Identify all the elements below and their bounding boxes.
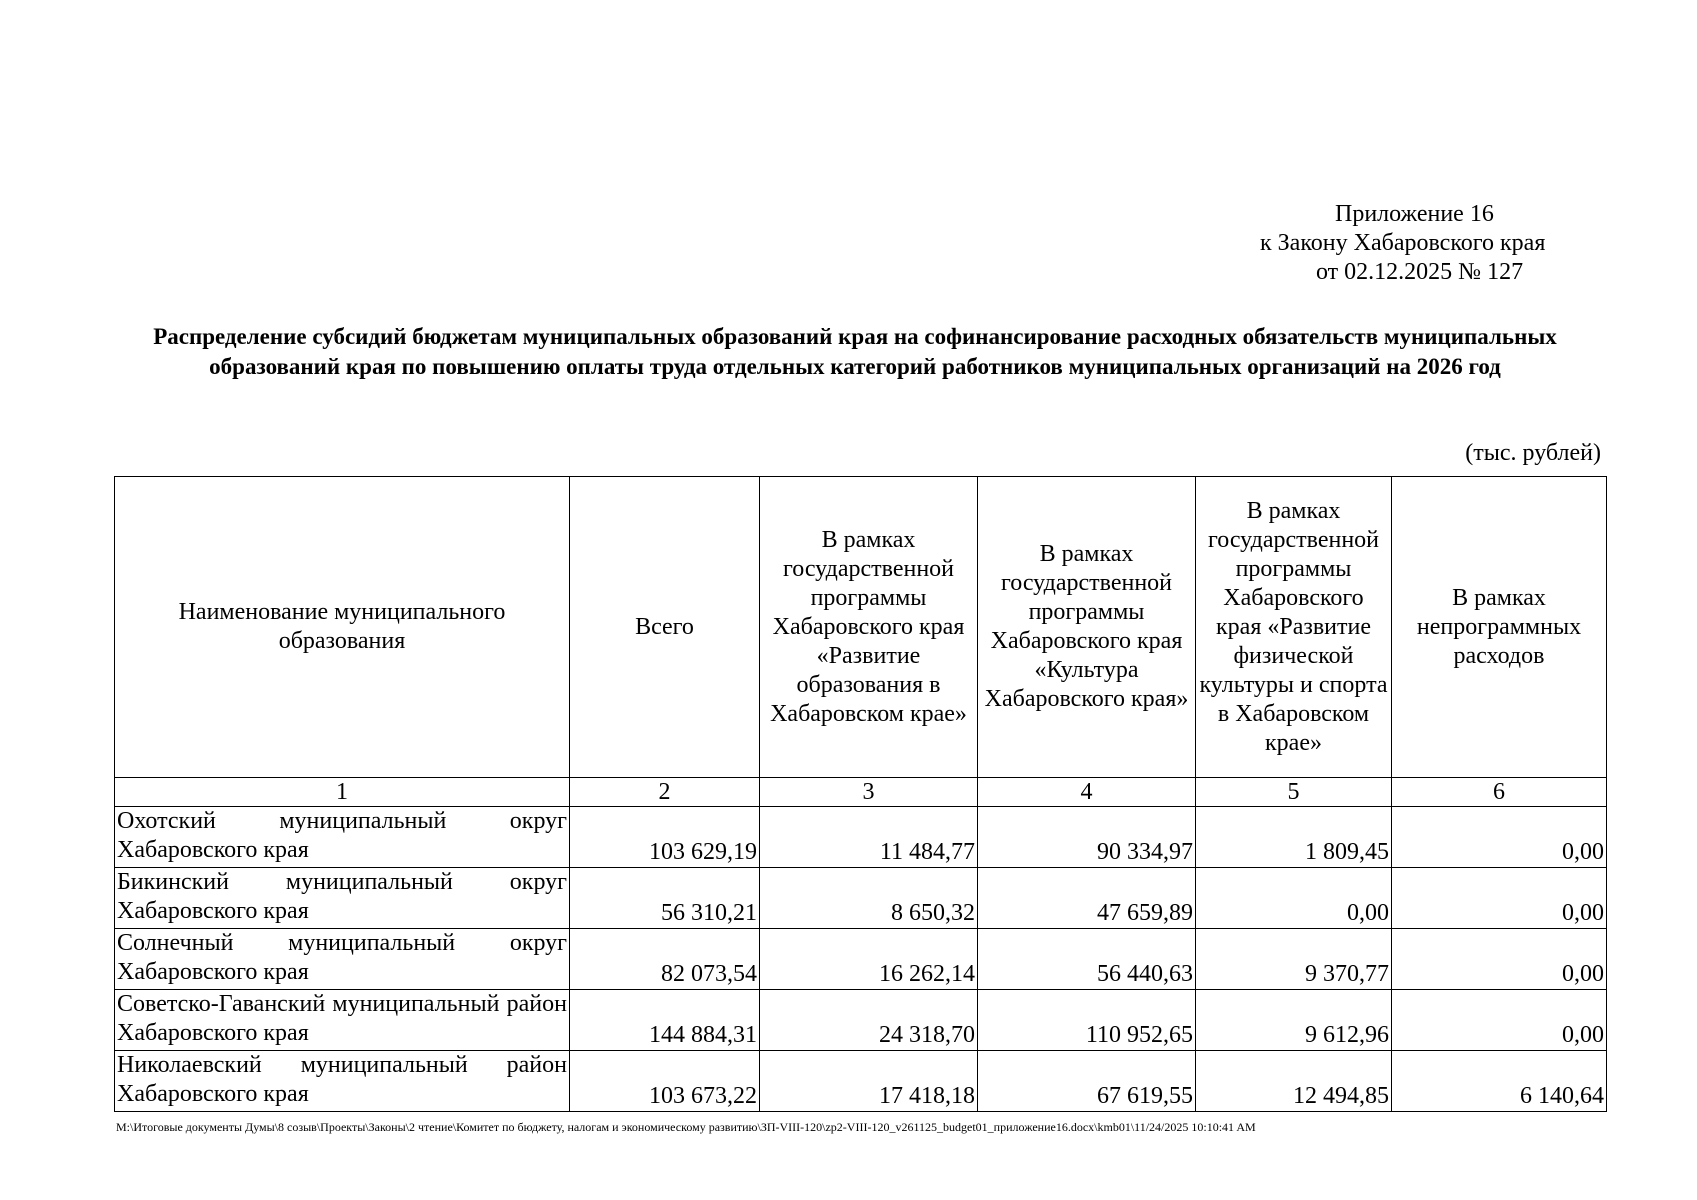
municipality-name: Охотский муниципальный округ Хабаровского края xyxy=(115,807,570,868)
municipality-name: Николаевский муниципальный район Хабаровского края xyxy=(115,1051,570,1112)
total-cell: 144 884,31 xyxy=(570,990,760,1051)
appendix-law: к Закону Хабаровского края xyxy=(1260,230,1546,256)
units-label: (тыс. рублей) xyxy=(1465,440,1601,466)
file-path-footer: M:\Итоговые документы Думы\8 созыв\Проекты\Законы\2 чтение\Комитет по бюджету, налогам и экономическому развитию\ЗП-VIII-120\zp2-VIII-120_v261125_budget01_приложение16.docx\kmb01\11/24/2025 10:10:41 AM xyxy=(116,1120,1256,1134)
culture-cell: 110 952,65 xyxy=(978,990,1196,1051)
table-row xyxy=(115,868,1607,929)
appendix-date: от 02.12.2025 № 127 xyxy=(1316,259,1524,285)
sport-cell: 0,00 xyxy=(1196,868,1392,929)
header-total: Всего xyxy=(570,477,760,778)
header-non-program: В рамках непрограммных расходов xyxy=(1392,477,1607,778)
non-program-cell: 0,00 xyxy=(1392,807,1607,868)
column-number: 2 xyxy=(570,778,760,807)
culture-cell: 56 440,63 xyxy=(978,929,1196,990)
column-number-row xyxy=(115,778,1607,807)
table-header-row xyxy=(115,477,1607,778)
column-number: 3 xyxy=(760,778,978,807)
total-cell: 82 073,54 xyxy=(570,929,760,990)
education-cell: 24 318,70 xyxy=(760,990,978,1051)
table-row xyxy=(115,1051,1607,1112)
document-title: Распределение субсидий бюджетам муниципальных образований края на софинансирование расходных обязательств муниципальных образований края по повышению оплаты труда отдельных категорий работников муниципальных организаций на 2026 год xyxy=(153,324,1557,379)
column-number: 6 xyxy=(1392,778,1607,807)
appendix-number: Приложение 16 xyxy=(1335,201,1494,227)
column-number: 5 xyxy=(1196,778,1392,807)
total-cell: 103 629,19 xyxy=(570,807,760,868)
culture-cell: 90 334,97 xyxy=(978,807,1196,868)
municipality-name: Советско-Гаванский муниципальный район Хабаровского края xyxy=(115,990,570,1051)
table-row xyxy=(115,990,1607,1051)
column-number: 1 xyxy=(115,778,570,807)
header-culture: В рамках государственной программы Хабаровского края «Культура Хабаровского края» xyxy=(978,477,1196,778)
education-cell: 8 650,32 xyxy=(760,868,978,929)
header-education: В рамках государственной программы Хабаровского края «Развитие образования в Хабаровском крае» xyxy=(760,477,978,778)
sport-cell: 1 809,45 xyxy=(1196,807,1392,868)
header-sport: В рамках государственной программы Хабаровского края «Развитие физической культуры и спорта в Хабаровском крае» xyxy=(1196,477,1392,778)
subsidy-table xyxy=(114,476,1607,1112)
total-cell: 103 673,22 xyxy=(570,1051,760,1112)
non-program-cell: 0,00 xyxy=(1392,868,1607,929)
non-program-cell: 6 140,64 xyxy=(1392,1051,1607,1112)
education-cell: 17 418,18 xyxy=(760,1051,978,1112)
municipality-name: Солнечный муниципальный округ Хабаровского края xyxy=(115,929,570,990)
culture-cell: 47 659,89 xyxy=(978,868,1196,929)
culture-cell: 67 619,55 xyxy=(978,1051,1196,1112)
table-row xyxy=(115,807,1607,868)
table-row xyxy=(115,929,1607,990)
sport-cell: 9 612,96 xyxy=(1196,990,1392,1051)
column-number: 4 xyxy=(978,778,1196,807)
total-cell: 56 310,21 xyxy=(570,868,760,929)
sport-cell: 12 494,85 xyxy=(1196,1051,1392,1112)
header-name: Наименование муниципального образования xyxy=(115,477,570,778)
municipality-name: Бикинский муниципальный округ Хабаровского края xyxy=(115,868,570,929)
appendix-reference xyxy=(1200,200,1620,287)
non-program-cell: 0,00 xyxy=(1392,929,1607,990)
non-program-cell: 0,00 xyxy=(1392,990,1607,1051)
sport-cell: 9 370,77 xyxy=(1196,929,1392,990)
education-cell: 11 484,77 xyxy=(760,807,978,868)
education-cell: 16 262,14 xyxy=(760,929,978,990)
